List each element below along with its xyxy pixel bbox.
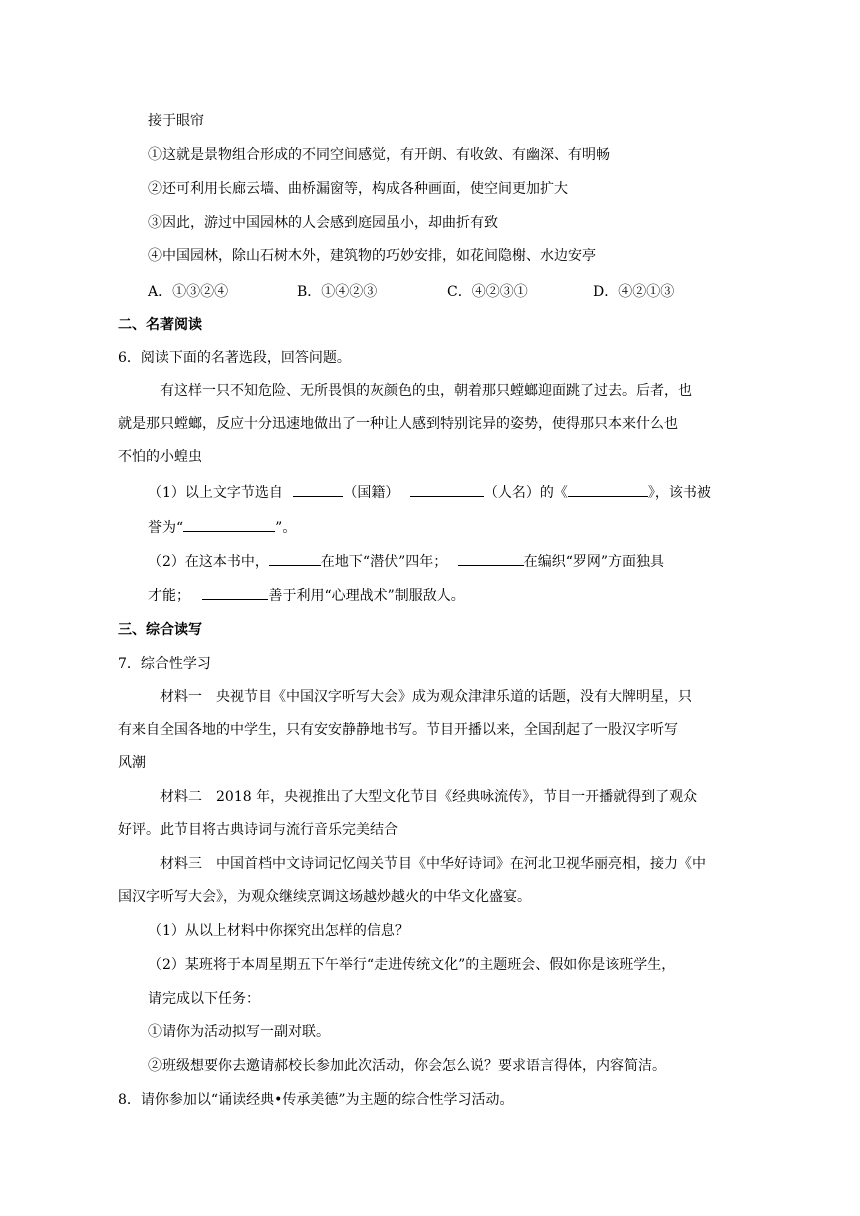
q6-part2-text-d: 才能；	[148, 588, 190, 604]
q6-part1-text-f: ”。	[275, 520, 297, 536]
question-7-title: 7．综合性学习	[118, 656, 211, 672]
q6-part1-text-d: 》，该书被	[647, 485, 711, 501]
q6-part2-text-e: 善于利用“心理战术”制服敌人。	[268, 588, 465, 604]
blank-insect-1[interactable]	[269, 551, 321, 566]
passage-line-2: 就是那只螳螂，反应十分迅速地做出了一种让人感到特别诧异的姿势，使得那只本来什么也	[118, 416, 678, 432]
passage-line-3: 不怕的小蝗虫	[118, 449, 202, 465]
option-c: C．④②③①	[447, 284, 528, 300]
material-1-line-3: 风潮	[118, 755, 146, 771]
material-2-line-1: 材料二 2018 年，央视推出了大型文化节目《经典咏流传》，节目一开播就得到了观众	[160, 789, 698, 805]
sentence-3: ③因此，游过中国园林的人会感到庭园虽小，却曲折有致	[148, 215, 498, 231]
sentence-2: ②还可利用长廊云墙、曲桥漏窗等，构成各种画面，使空间更加扩大	[148, 181, 568, 197]
q7-part2-line2: 请完成以下任务：	[148, 991, 260, 1007]
material-1-line-1: 材料一 央视节目《中国汉字听写大会》成为观众津津乐道的话题，没有大牌明星，只	[160, 689, 692, 705]
q7-part2-line1: （2）某班将于本周星期五下午举行“走进传统文化”的主题班会、假如你是该班学生，	[148, 957, 676, 973]
q6-part1-text-e: 誉为“	[148, 520, 184, 536]
question-6-title: 6．阅读下面的名著选段，回答问题。	[118, 350, 351, 366]
q6-part1-line1	[148, 482, 711, 503]
q6-part2-line1	[148, 551, 664, 572]
material-2-line-2: 好评。此节目将古典诗词与流行音乐完美结合	[118, 822, 398, 838]
blank-nationality[interactable]	[293, 482, 343, 497]
sentence-1: ①这就是景物组合形成的不同空间感觉，有开朗、有收敛、有幽深、有明畅	[148, 147, 610, 163]
q6-part2-line2	[148, 585, 465, 606]
section-heading-3: 三、综合读写	[118, 622, 202, 638]
blank-author[interactable]	[410, 482, 484, 497]
q6-part2-text-b: 在地下“潜伏”四年；	[320, 554, 448, 570]
blank-book-praise[interactable]	[183, 517, 275, 532]
section-heading-2: 二、名著阅读	[118, 317, 202, 333]
q7-task-1: ①请你为活动拟写一副对联。	[148, 1024, 330, 1040]
q6-part2-text-c: 在编织“罗网”方面独具	[523, 554, 665, 570]
blank-book-title[interactable]	[568, 482, 648, 497]
q6-part2-text-a: （2）在这本书中，	[148, 554, 269, 570]
material-1-line-2: 有来自全国各地的中学生，只有安安静静地书写。节目开播以来，全国刮起了一股汉字听写	[118, 722, 678, 738]
sentence-lead: 接于眼帘	[148, 113, 204, 129]
question-8-title: 8．请你参加以“诵读经典•传承美德”为主题的综合性学习活动。	[118, 1092, 514, 1108]
q7-task-2: ②班级想要你去邀请郝校长参加此次活动，你会怎么说？要求语言得体，内容简洁。	[148, 1058, 666, 1074]
sentence-4: ④中国园林，除山石树木外，建筑物的巧妙安排，如花间隐榭、水边安亭	[148, 248, 596, 264]
passage-line-1: 有这样一只不知危险、无所畏惧的灰颜色的虫，朝着那只螳螂迎面跳了过去。后者，也	[160, 383, 692, 399]
q6-part1-text-c: （人名）的《	[483, 485, 568, 501]
option-a: A．①③②④	[148, 284, 229, 300]
blank-insect-2[interactable]	[458, 551, 524, 566]
option-d: D．④②①③	[593, 284, 675, 300]
q6-part1-text-a: （1）以上文字节选自	[148, 485, 283, 501]
option-b: B．①④②③	[297, 284, 378, 300]
q6-part1-line2	[148, 517, 296, 538]
q7-part1: （1）从以上材料中你探究出怎样的信息？	[148, 923, 409, 939]
material-3-line-1: 材料三 中国首档中文诗词记忆闯关节目《中华好诗词》在河北卫视华丽亮相，接力《中	[160, 856, 706, 872]
material-3-line-2: 国汉字听写大会》，为观众继续烹调这场越炒越火的中华文化盛宴。	[118, 889, 531, 905]
q6-part1-text-b: （国籍）	[343, 485, 400, 501]
blank-insect-3[interactable]	[202, 585, 268, 600]
